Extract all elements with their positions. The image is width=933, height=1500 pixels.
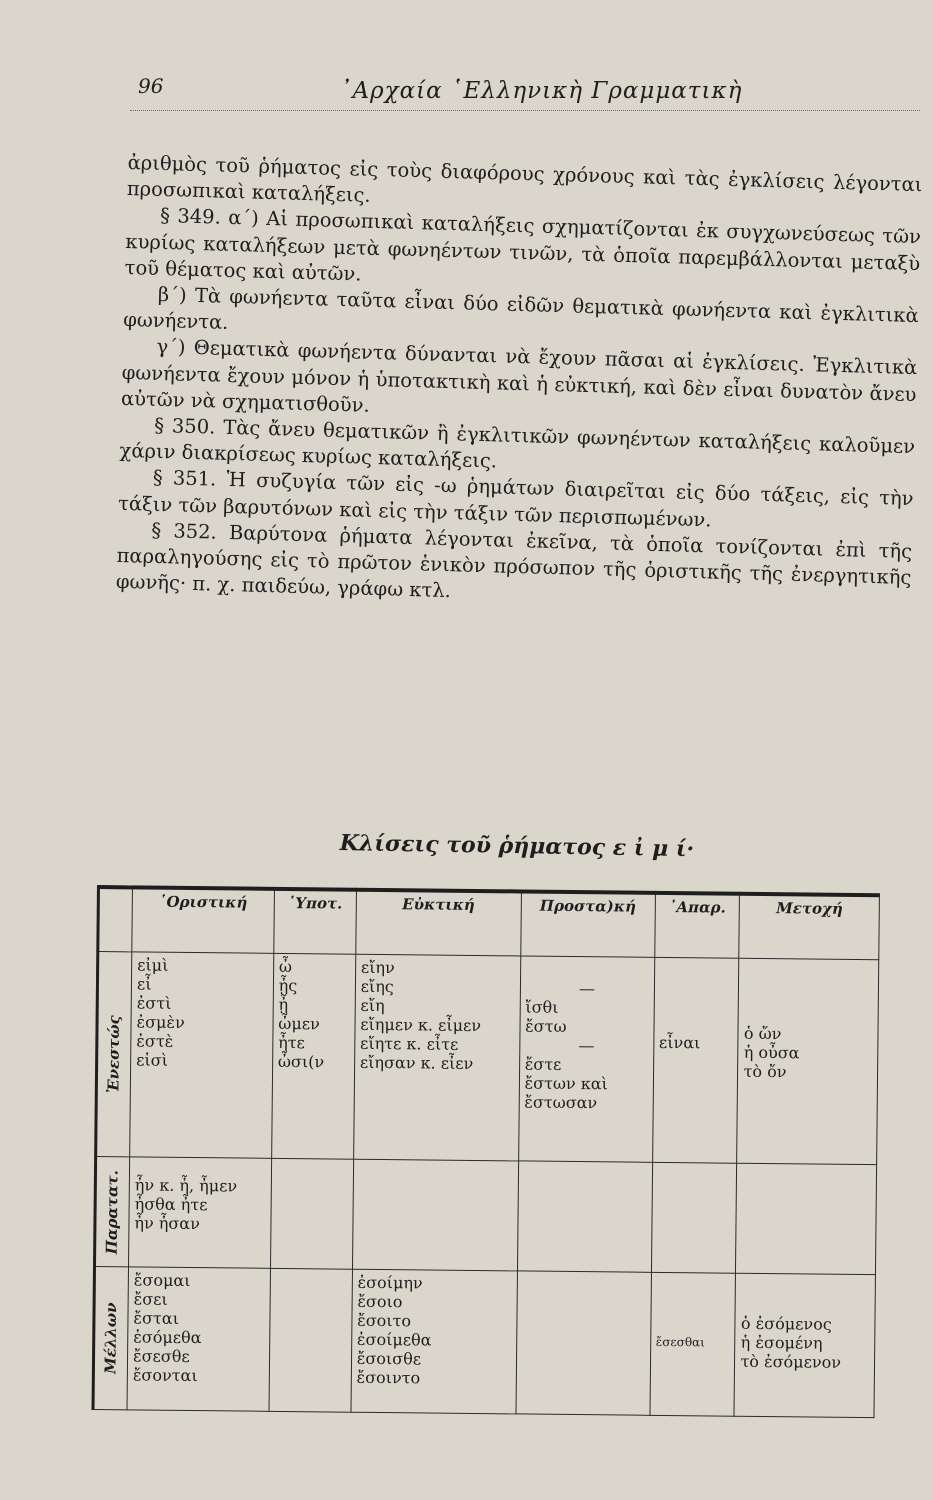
paragraph-350: § 350. Τὰς ἄνευ θεματικῶν ἢ ἐγκλιτικῶν φωνηέντων καταλήξεις καλοῦμεν χάριν διακρίσεως κυρίως καταλήξεις. [119,413,916,473]
form: ἔσονται [132,1365,198,1386]
table-row [95,1157,877,1275]
form: ἔσομαι [133,1270,191,1291]
cell-empty [516,1271,651,1415]
page-number: 96 [138,74,164,98]
form: ὦ [278,956,293,977]
form: ἔστων καὶ [524,1073,608,1094]
form: ἐσμὲν [136,1012,185,1032]
header-ypotaktiki: ῾Υποτ. [274,889,357,954]
form: εἰσὶ [136,1050,169,1070]
form: ἦσθα ἦτε [134,1194,208,1215]
form: εἴην [360,957,395,978]
corner-cell [98,887,133,952]
table-title: Κλίσεις τοῦ ῥήματος ε ἰ μ ί· [339,830,695,863]
conjugation-table [92,885,880,1418]
form: ἦτε [278,1032,305,1053]
cell-empty [736,1163,877,1274]
form: τὸ ὄν [743,1061,787,1082]
form: ἐσοίμην [357,1272,423,1293]
cell-prostaktiki [518,956,654,1162]
cell-empty [269,1268,352,1412]
form: εἴη [360,995,385,1016]
form: ἐσοίμεθα [356,1329,432,1350]
form: εἴης [360,976,394,997]
form: εἴησαν κ. εἶεν [359,1052,474,1073]
form: ᾖς [278,975,298,996]
paragraph-351: § 351. Ἡ συζυγία τῶν εἰς -ω ῥημάτων διαιρεῖται εἰς δύο τάξεις, εἰς τὴν τάξιν τῶν βαρυτόνων καὶ εἰς τὴν τάξιν τῶν περισπωμένων. [117,466,914,532]
form: εἶναι [658,1032,701,1053]
form: ἡ οὖσα [743,1042,800,1063]
cell-ypotaktiki [271,953,355,1159]
cell-empty [352,1159,518,1271]
form: ἔστε [524,1054,562,1074]
form: — [578,979,596,999]
form: ἐστὲ [136,1031,174,1051]
form: ἔσται [133,1308,180,1328]
cell-empty [270,1158,353,1269]
form: ἐσόμεθα [133,1327,202,1348]
form: ἔσεσθε [132,1346,190,1366]
form: ἔσοιο [357,1291,403,1312]
form: ἡ ἐσομένη [740,1332,823,1353]
cell-empty [517,1161,652,1272]
row-label: Παρατατ. [102,1169,122,1254]
form: ἦν ἦσαν [134,1213,200,1234]
header-euktiki: Εὐκτική [356,890,522,956]
form: ἔστωσαν [524,1092,598,1113]
form: εἴητε κ. εἶτε [359,1033,459,1054]
paragraph-349b: β΄) Τὰ φωνήεντα ταῦτα εἶναι δύο εἰδῶν θεματικὰ φωνήεντα καὶ ἐγκλιτικὰ φωνήεντα. [122,282,920,335]
form: ὁ ἐσόμενος [740,1313,832,1334]
cell-oristiki [129,1157,272,1268]
cell-empty [651,1162,737,1273]
form: τὸ ἐσόμενον [740,1351,842,1372]
table-row [93,1266,875,1417]
form: ᾖ [278,994,289,1015]
paragraph-349c: γ΄) Θεματικὰ φωνήεντα δύνανται νὰ ἔχουν πᾶσαι αἱ ἐγκλίσεις. Ἐγκλιτικὰ φωνήεντα ἔχουν μόνον ἡ ὑποτακτικὴ καὶ ἡ εὐκτική, καὶ δὲν εἶναι δυνατὸν ἄνευ αὐτῶν νὰ σχηματισθοῦν. [120,335,918,417]
form: ἔσεσθαι [655,1334,705,1350]
form: ἴσθι [525,997,559,1017]
form: ἦν κ. ἦ, ἦμεν [134,1175,238,1196]
running-title: ᾿Αρχαία ῾Ελληνικὴ Γραμματικὴ [340,78,743,104]
paragraph-intro: ἀριθμὸς τοῦ ῥήματος εἰς τοὺς διαφόρους χρόνους καὶ τὰς ἐγκλίσεις λέγονται προσωπικαὶ καταλήξεις. [126,150,923,207]
row-label-cell [95,1157,130,1267]
form: ὦμεν [278,1013,320,1034]
conjugation-table-wrap [92,885,880,1418]
header-prostaktiki: Προστα)κή [520,891,655,957]
cell-oristiki [130,952,274,1158]
form: ὦσι(ν [277,1051,325,1072]
paragraph-349a: § 349. α΄) Αἱ προσωπικαὶ καταλήξεις σχηματίζονται ἐκ συγχωνεύσεως τῶν κυρίως καταλήξεων μετὰ φωνηέντων τινῶν, τὰ ὁποῖα παρεμβάλλονται μεταξὺ τοῦ θέματος καὶ αὐτῶν. [124,204,922,286]
page-header [130,70,920,111]
cell-oristiki [127,1267,270,1411]
form: ἐστὶ [136,993,172,1013]
form: ἔσοιτο [357,1310,412,1331]
row-label: Ἐνεστώς [104,1015,124,1094]
table-header-row [98,887,880,960]
table-row [96,952,879,1165]
body-text [116,150,923,617]
row-label-cell [93,1266,128,1409]
cell-metochi [734,1273,875,1417]
header-metochi: Μετοχή [739,894,879,960]
form: ὁ ὤν [743,1023,782,1044]
cell-euktiki [351,1269,517,1414]
paragraph-352: § 352. Βαρύτονα ῥήματα λέγονται ἐκεῖνα, τὰ ὁποῖα τονίζονται ἐπὶ τῆς παραληγούσης εἰς τὸ πρῶτον ἑνικὸν πρόσωπον τῆς ὁριστικῆς τῆς ἐνεργητικῆς φωνῆς· π. χ. παιδεύω, γράφω κτλ. [115,518,913,603]
cell-aparemfato [650,1272,736,1416]
form: ἔσοιντο [356,1367,421,1388]
form: ἔστω [525,1016,567,1036]
form: ἔσοισθε [356,1348,422,1369]
row-label-cell [96,952,132,1157]
header-oristiki: ῾Οριστική [132,887,274,953]
form: εἰμὶ [137,955,169,975]
cell-euktiki [353,954,520,1161]
cell-aparemfato [652,957,739,1163]
header-aparemfato: ᾿Απαρ. [654,893,740,958]
row-label: Μέλλων [101,1302,121,1374]
cell-metochi [737,958,879,1164]
form: εἶ [136,974,152,994]
form: εἴημεν κ. εἶμεν [360,1014,482,1036]
form: — [578,1036,595,1056]
form: ἔσει [133,1289,168,1309]
